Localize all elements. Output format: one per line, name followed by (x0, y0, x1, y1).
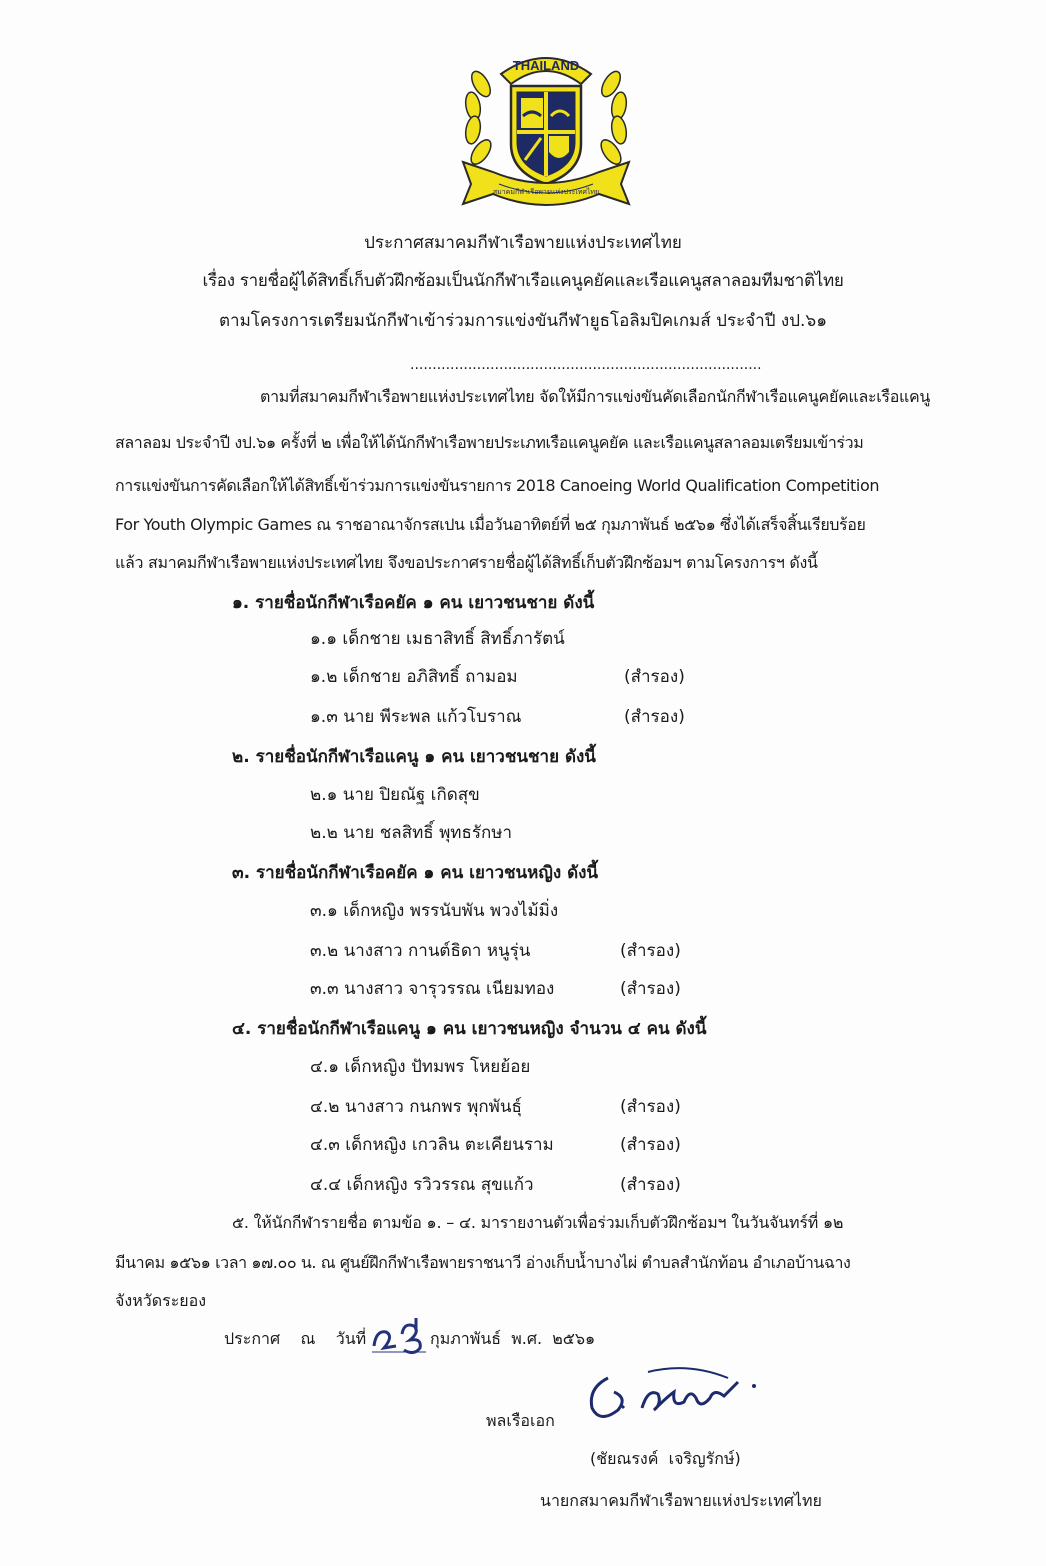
logo-ribbon-text: สมาคมกีฬาเรือพายแห่งประเทศไทย (492, 188, 600, 196)
section-3-item-2: ๓.๒ นางสาว กานต์ธิดา หนูรุ่น (310, 941, 531, 961)
section-4-item-3-note: (สำรอง) (620, 1135, 681, 1155)
section-2-heading: ๒. รายชื่อนักกีฬาเรือแคนู ๑ คน เยาวชนชาย ดังนี้ (232, 747, 596, 767)
section-4-item-2: ๔.๒ นางสาว กนกพร พุกพันธุ์ (310, 1097, 522, 1117)
item-5-line-2: มีนาคม ๑๕๖๑ เวลา ๑๗.๐๐ น. ณ ศูนย์ฝึกกีฬาเรือพายราชนาวี อ่างเก็บน้ำบางไผ่ ตำบลสำนักท้อน อำเภอบ้านฉาง (115, 1253, 851, 1272)
signer-position: นายกสมาคมกีฬาเรือพายแห่งประเทศไทย (540, 1491, 822, 1510)
handwritten-signature (578, 1358, 768, 1430)
section-3-heading: ๓. รายชื่อนักกีฬาเรือคยัค ๑ คน เยาวชนหญิง ดังนี้ (232, 863, 599, 883)
section-2-item-2: ๒.๒ นาย ชลสิทธิ์ พุทธรักษา (310, 823, 513, 843)
announcement-title: ประกาศสมาคมกีฬาเรือพายแห่งประเทศไทย (364, 233, 682, 253)
announce-date-label: ประกาศ ณ วันที่ (224, 1329, 367, 1348)
signer-rank: พลเรือเอก (486, 1411, 555, 1430)
logo-ring-text: THAILAND (512, 58, 580, 73)
section-1-heading: ๑. รายชื่อนักกีฬาเรือคยัค ๑ คน เยาวชนชาย ดังนี้ (232, 593, 595, 613)
handwritten-day (370, 1316, 428, 1356)
section-1-item-3-note: (สำรอง) (624, 707, 685, 727)
signer-name: (ชัยณรงค์ เจริญรักษ์) (590, 1449, 741, 1468)
section-4-item-4: ๔.๔ เด็กหญิง รวิวรรณ สุขแก้ว (310, 1175, 534, 1195)
intro-line-5: แล้ว สมาคมกีฬาเรือพายแห่งประเทศไทย จึงขอประกาศรายชื่อผู้ได้สิทธิ์เก็บตัวฝึกซ้อมฯ ตามโครงการฯ ดังนี้ (115, 553, 818, 572)
section-3-item-3: ๓.๓ นางสาว จารุวรรณ เนียมทอง (310, 979, 555, 999)
intro-line-1: ตามที่สมาคมกีฬาเรือพายแห่งประเทศไทย จัดให้มีการแข่งขันคัดเลือกนักกีฬาเรือแคนูคยัคและเรือแคนู (260, 387, 931, 406)
section-1-item-2-note: (สำรอง) (624, 667, 685, 687)
announcement-subject: เรื่อง รายชื่อผู้ได้สิทธิ์เก็บตัวฝึกซ้อมเป็นนักกีฬาเรือแคนูคยัคและเรือแคนูสลาลอมทีมชาติไทย (202, 271, 844, 291)
section-4-item-3: ๔.๓ เด็กหญิง เกวลิน ตะเคียนราม (310, 1135, 554, 1155)
item-5-line-3: จังหวัดระยอง (115, 1291, 207, 1310)
item-5-line-1: ๕. ให้นักกีฬารายชื่อ ตามข้อ ๑. – ๔. มารายงานตัวเพื่อร่วมเก็บตัวฝึกซ้อมฯ ในวันจันทร์ที่ ๑๒ (232, 1213, 844, 1232)
section-3-item-1: ๓.๑ เด็กหญิง พรรนับพัน พวงไม้มิ่ง (310, 901, 559, 921)
header-divider: ............................................................................... (410, 357, 762, 373)
section-4-item-4-note: (สำรอง) (620, 1175, 681, 1195)
section-1-item-3: ๑.๓ นาย พีระพล แก้วโบราณ (310, 707, 522, 727)
intro-line-3: การแข่งขันการคัดเลือกให้ได้สิทธิ์เข้าร่วมการแข่งขันรายการ 2018 Canoeing World Qualification Competition (115, 476, 880, 495)
intro-line-2: สลาลอม ประจำปี งป.๖๑ ครั้งที่ ๒ เพื่อให้ได้นักกีฬาเรือพายประเภทเรือแคนูคยัค และเรือแคนูสลาลอมเตรียมเข้าร่วม (115, 433, 864, 452)
intro-line-4: For Youth Olympic Games ณ ราชอาณาจักรสเปน เมื่อวันอาทิตย์ที่ ๒๕ กุมภาพันธ์ ๒๕๖๑ ซึ่งได้เสร็จสิ้นเรียบร้อย (115, 515, 866, 534)
section-1-item-2: ๑.๒ เด็กชาย อภิสิทธิ์ ถามอม (310, 667, 518, 687)
announcement-project: ตามโครงการเตรียมนักกีฬาเข้าร่วมการแข่งขันกีฬายูธโอลิมปิคเกมส์ ประจำปี งป.๖๑ (218, 311, 827, 331)
section-3-item-2-note: (สำรอง) (620, 941, 681, 961)
section-4-item-1: ๔.๑ เด็กหญิง ปัทมพร โหยย้อย (310, 1057, 531, 1077)
announce-month-year: กุมภาพันธ์ พ.ศ. ๒๕๖๑ (430, 1329, 596, 1348)
section-1-item-1: ๑.๑ เด็กชาย เมธาสิทธิ์ สิทธิ์ภารัตน์ (310, 629, 565, 649)
association-logo (453, 44, 639, 214)
section-4-item-2-note: (สำรอง) (620, 1097, 681, 1117)
section-4-heading: ๔. รายชื่อนักกีฬาเรือแคนู ๑ คน เยาวชนหญิง จำนวน ๔ คน ดังนี้ (232, 1019, 707, 1039)
section-3-item-3-note: (สำรอง) (620, 979, 681, 999)
section-2-item-1: ๒.๑ นาย ปิยณัฐ เกิดสุข (310, 785, 480, 805)
